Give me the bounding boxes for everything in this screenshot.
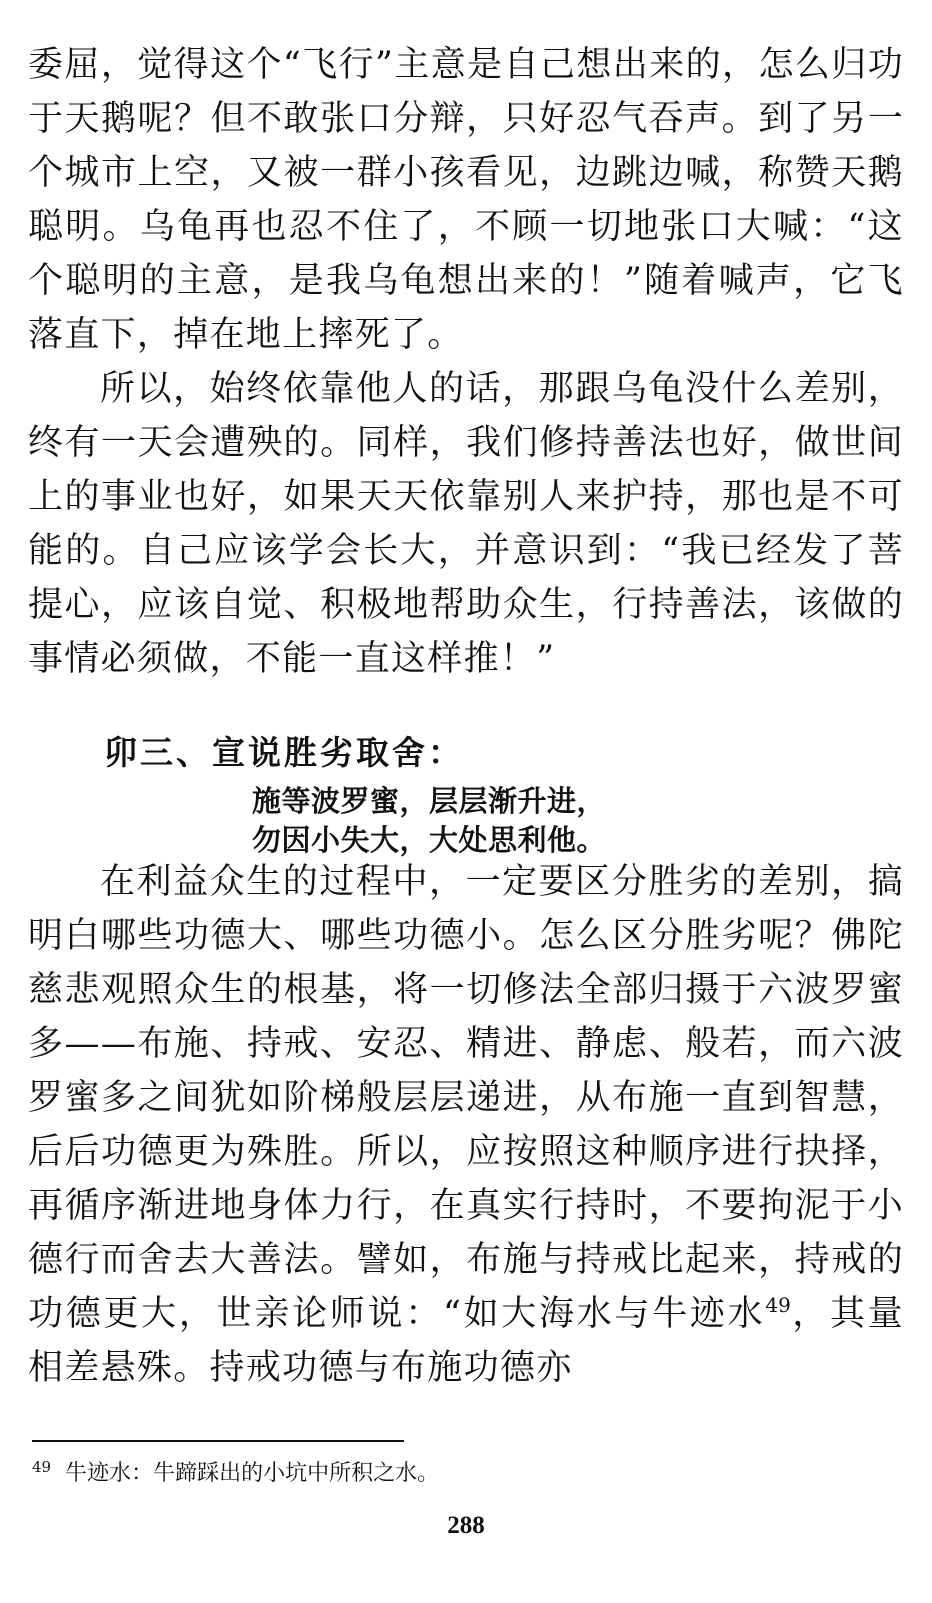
footnote-text: 牛迹水：牛蹄踩出的小坑中所积之水。	[65, 1461, 440, 1486]
section-heading: 卯三、宣说胜劣取舍：	[104, 733, 464, 772]
footnote-number: 49	[32, 1458, 52, 1476]
verse-line-1: 施等波罗蜜，层层渐升进，	[252, 784, 607, 818]
footnote	[32, 1456, 439, 1487]
page-number: 288	[447, 1512, 485, 1539]
paragraph-text-part-2: ，其量相差悬殊。持戒功德与布施功德亦	[28, 1294, 904, 1388]
paragraph-text-part-1: 在利益众生的过程中，一定要区分胜劣的差别，搞明白哪些功德大、哪些功德小。怎么区分胜劣呢？佛陀慈悲观照众生的根基，将一切修法全部归摄于六波罗蜜多——布施、持戒、安忍、精进、静虑、般若，而六波罗蜜多之间犹如阶梯般层层递进，从布施一直到智慧，后后功德更为殊胜。所以，应按照这种顺序进行抉择，再循序渐进地身体力行，在真实行持时，不要拘泥于小德行而舍去大善法。譬如，布施与持戒比起来，持戒的功德更大，世亲论师说：“如大海水与牛迹水	[28, 862, 904, 1334]
paragraph-reliance: 所以，始终依靠他人的话，那跟乌龟没什么差别，终有一天会遭殃的。同样，我们修持善法也好，做世间上的事业也好，如果天天依靠别人来护持，那也是不可能的。自己应该学会长大，并意识到：“我已经发了菩提心，应该自觉、积极地帮助众生，行持善法，该做的事情必须做，不能一直这样推！”	[28, 369, 904, 679]
footnote-reference[interactable]: 49	[765, 1293, 791, 1317]
paragraph-turtle-story: 委屈，觉得这个“飞行”主意是自己想出来的，怎么归功于天鹅呢？但不敢张口分辩，只好忍气吞声。到了另一个城市上空，又被一群小孩看见，边跳边喊，称赞天鹅聪明。乌龟再也忍不住了，不顾一切地张口大喊：“这个聪明的主意，是我乌龟想出来的！”随着喊声，它飞落直下，掉在地上摔死了。	[28, 45, 904, 355]
footnote-divider	[32, 1440, 404, 1442]
verse-line-2: 勿因小失大，大处思利他。	[252, 823, 607, 857]
paragraph-paramitas	[28, 855, 904, 1395]
